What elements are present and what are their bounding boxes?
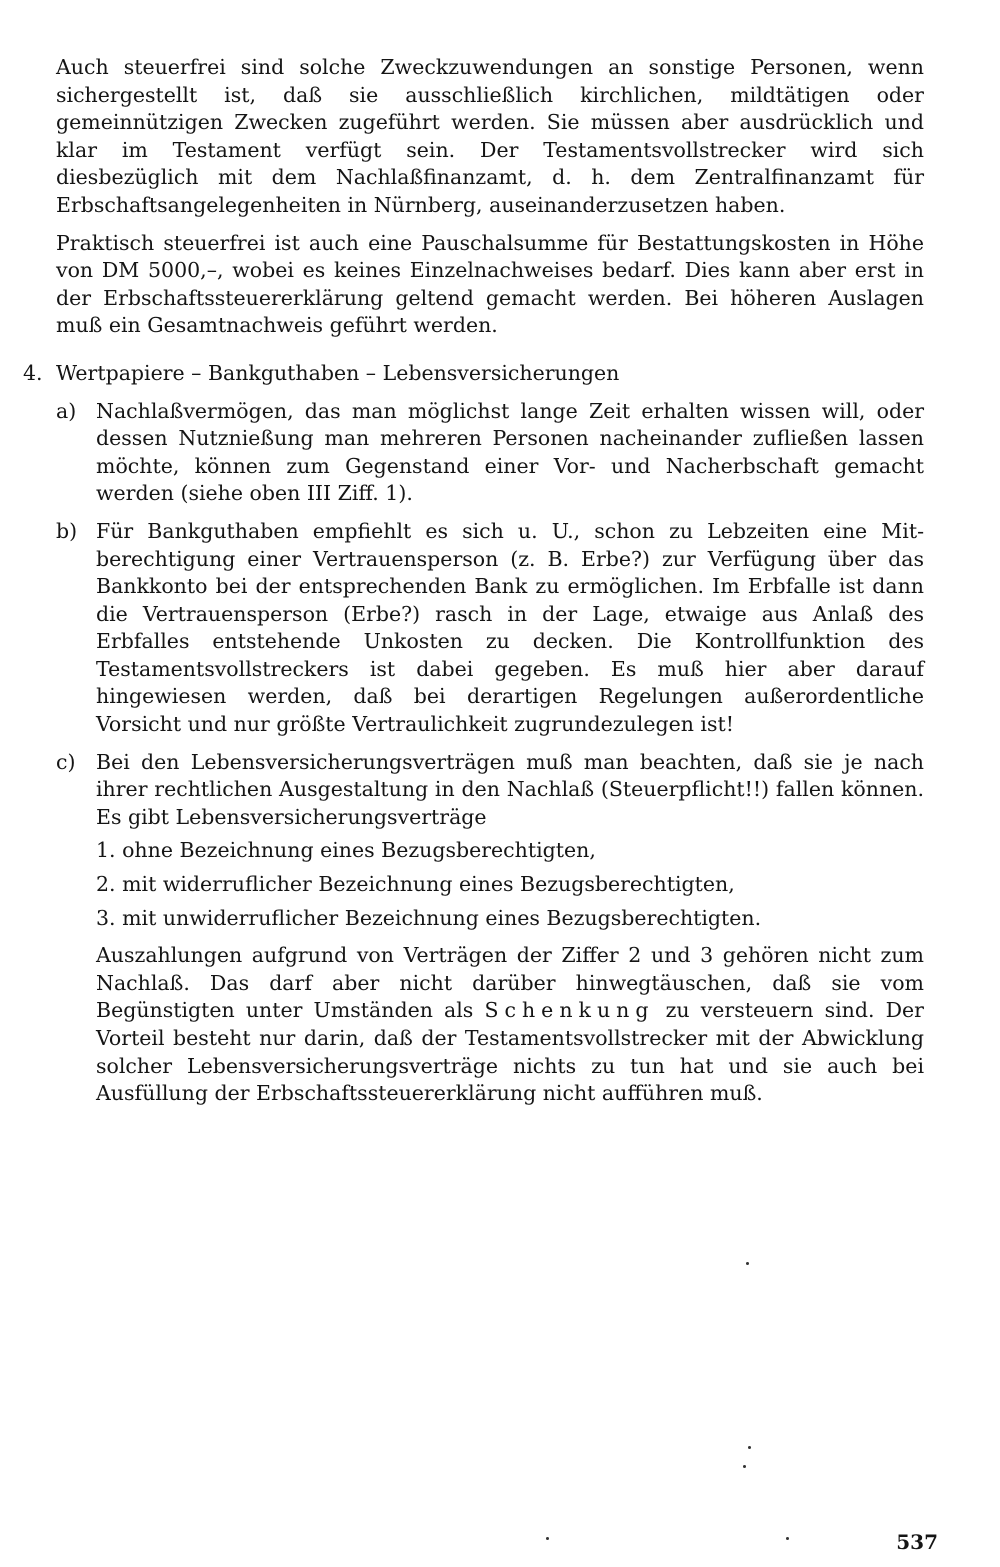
- paragraph-tax-exempt-donations: Auch steuerfrei sind solche Zweckzuwendungen an sonstige Personen, wenn sichergestellt ist, daß sie ausschließlich kirchlichen, mildtätigen oder gemeinnützigen Zwecken zugeführt werden. Sie müssen aber ausdrücklich und klar im Testament verfügt sein. Der Testamentsvollstrecker wird sich diesbezüglich mit dem Nachlaßfinanzamt, d. h. dem Zentralfinanzamt für Erbschaftsangelegenheiten in Nürnberg, auseinanderzusetzen haben.: [56, 55, 924, 217]
- scan-speck: [748, 1446, 751, 1449]
- scan-speck: [786, 1537, 789, 1540]
- closing-text-after: zu versteuern sind. Der Vorteil besteht nur darin, daß der Testamentsvollstrecker mit der Abwicklung solcher Lebensversicherungsverträge nichts zu tun hat und sie auch bei Ausfüllung der Erbschaftssteuererklärung nicht aufführen muß.: [96, 998, 924, 1106]
- closing-text-before: Auszahlungen aufgrund von Verträgen der Ziffer 2 und 3 gehören nicht zum Nachlaß. Das darf aber nicht darüber hinwegtäuschen, daß sie vom Begünstigten unter Umständen als: [96, 943, 924, 1023]
- document-page: [23, 54, 924, 1108]
- item-marker: b): [56, 518, 78, 543]
- contract-type-3: 3. mit unwiderruflicher Bezeichnung eines Bezugsberechtigten.: [96, 905, 762, 930]
- list-item-c: [56, 749, 924, 1108]
- scan-speck: [746, 1262, 749, 1265]
- list-item-b: [56, 518, 924, 739]
- item-intro: Bei den Lebensversicherungsverträgen muß man beachten, daß sie je nach ihrer rechtlichen Ausgestaltung in den Nachlaß (Steuerpflicht!!) fallen können. Es gibt Lebensversicherungsverträge: [96, 749, 924, 829]
- scan-speck: [743, 1465, 746, 1468]
- item-text: Für Bankguthaben empfiehlt es sich u. U., schon zu Lebzeiten eine Mitberechtigung einer Vertrauensperson (z. B. Erbe?) zur Verfügung über das Bankkonto bei der entsprechenden Bank zu ermöglichen. Im Erbfalle ist dann die Vertrauensperson (Erbe?) rasch in der Lage, etwaige aus Anlaß des Erbfalles entstehende Unkosten zu decken. Die Kontrollfunktion des Testamentsvollstreckers ist dabei gegeben. Es muß hier aber darauf hingewiesen werden, daß bei derartigen Regelungen außerordentliche Vorsicht und nur größte Vertraulichkeit zugrundezulegen ist!: [96, 518, 924, 737]
- page-number: 537: [896, 1530, 938, 1554]
- list-item-a: [56, 398, 924, 508]
- section-number: 4.: [23, 360, 43, 385]
- section-title: Wertpapiere – Bankguthaben – Lebensversicherungen: [56, 360, 620, 385]
- contract-type-1: 1. ohne Bezeichnung eines Bezugsberechtigten,: [96, 838, 596, 863]
- contract-type-2: 2. mit widerruflicher Bezeichnung eines Bezugsberechtigten,: [96, 872, 735, 897]
- section-heading: [23, 360, 924, 388]
- contract-type-list: [96, 837, 924, 932]
- item-text: Nachlaßvermögen, das man möglichst lange Zeit erhalten wissen will, oder dessen Nutznießung man mehreren Personen nacheinander zufließen lassen möchte, können zum Gegenstand einer Vor- und Nacherbschaft gemacht werden (siehe oben III Ziff. 1).: [96, 398, 924, 506]
- item-marker: a): [56, 398, 77, 423]
- item-marker: c): [56, 749, 76, 774]
- paragraph-funeral-costs: Praktisch steuerfrei ist auch eine Pauschalsumme für Bestattungskosten in Höhe von DM 5000,–, wobei es keines Einzelnachweises bedarf. Dies kann aber erst in der Erbschaftssteuererklärung geltend gemacht werden. Bei höheren Auslagen muß ein Gesamtnachweis geführt werden.: [56, 230, 924, 338]
- scan-speck: [546, 1537, 549, 1540]
- item-closing: [96, 942, 924, 1108]
- spaced-emphasis-word: Schenkung: [484, 998, 655, 1023]
